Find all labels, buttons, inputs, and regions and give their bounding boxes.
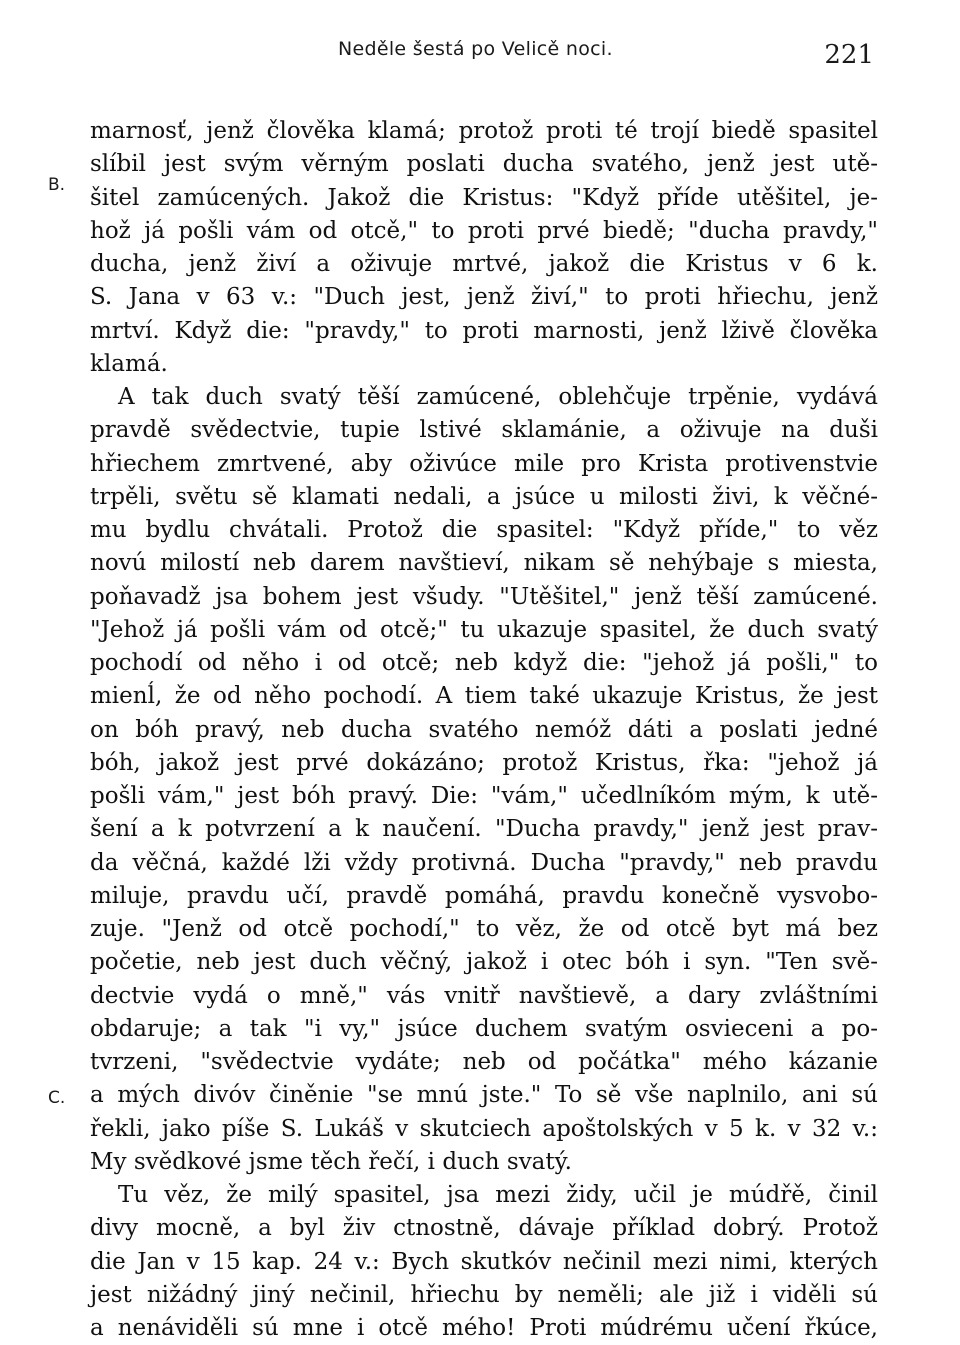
text-line: "Jehož já pošli vám od otcě;" tu ukazuje spasitel, že duch svatý (90, 616, 878, 643)
text-line: dectvie vydá o mně," vás vnitř navštievě, a dary zvláštními (90, 982, 878, 1009)
text-line: hřiechem zmrtvené, aby oživúce mile pro Krista protivenstvie (90, 450, 878, 477)
text-line: mienĺ, že od něho pochodí. A tiem také ukazuje Kristus, že jest (90, 683, 878, 710)
text-line: šení a k potvrzení a k naučení. "Ducha pravdy," jenž jest prav- (90, 816, 878, 843)
text-line: šitel zamúcených. Jakož die Kristus: "Když příde utěšitel, je- (90, 184, 878, 211)
text-line: a nenáviděli sú mne i otcě mého! Proti múdrému učení řkúce, (90, 1315, 878, 1341)
margin-marker-b: B. (48, 175, 66, 195)
text-line: řekli, jako píše S. Lukáš v skutciech apoštolských v 5 k. v 32 v.: (90, 1115, 878, 1142)
text-line: on bóh pravý, neb ducha svatého nemóž dáti a poslati jedné (90, 716, 878, 743)
text-line: da věčná, každé lži vždy protivná. Ducha "pravdy," neb pravdu (90, 849, 878, 876)
text-line: poňavadž jsa bohem jest všudy. "Utěšitel," jenž těší zamúcené. (90, 583, 878, 610)
text-line: a mých divóv činěnie "se mnú jste." To sě vše naplnilo, ani sú (90, 1082, 878, 1109)
text-line: novú milostí neb darem navštieví, nikam sě nehýbaje s miesta, (90, 550, 878, 577)
text-line: pravdě svědectvie, tupie lstivé sklamánie, a oživuje na duši (90, 417, 878, 444)
text-line: A tak duch svatý těší zamúcené, oblehčuje trpěnie, vydává (118, 384, 878, 410)
text-line: tvrzeni, "svědectvie vydáte; neb od počátka" mého kázanie (90, 1049, 878, 1075)
text-line: ducha, jenž živí a oživuje mrtvé, jakož die Kristus v 6 k. (90, 251, 878, 277)
text-line: hož já pošli vám od otcě," to proti prvé biedě; "ducha pravdy," (90, 217, 878, 244)
page-number: 221 (824, 40, 874, 70)
text-line: Tu věz, že milý spasitel, jsa mezi židy, učil je múdřě, činil (118, 1182, 878, 1208)
text-line: miluje, pravdu učí, pravdě pomáhá, pravdu konečně vysvobo- (90, 882, 878, 909)
body-text (90, 115, 878, 1345)
text-line: jest nižádný jiný nečinil, hřiechu by neměli; ale již i viděli sú (90, 1281, 878, 1308)
text-line: pochodí od něho i od otcě; neb když die: "jehož já pošli," to (90, 650, 878, 676)
text-line: mrtví. Když die: "pravdy," to proti marnosti, jenž lživě člověka (90, 317, 878, 344)
text-line: trpěli, světu sě klamati nedali, a jsúce u milosti živi, k věčné- (90, 483, 878, 510)
running-title: Neděle šestá po Velicě noci. (338, 38, 613, 60)
text-line: mu bydlu chvátali. Protož die spasitel: "Když příde," to věz (90, 517, 878, 543)
text-line: slíbil jest svým věrným poslati ducha svatého, jenž jest utě- (90, 151, 878, 178)
text-line: My svědkové jsme těch řečí, i duch svatý. (90, 1148, 572, 1175)
text-line: zuje. "Jenž od otcě pochodí," to věz, že od otcě byt má bez (90, 916, 878, 942)
text-line: S. Jana v 63 v.: "Duch jest, jenž živí," to proti hřiechu, jenž (90, 284, 878, 311)
text-line: obdaruje; a tak "i vy," jsúce duchem svatým osvieceni a po- (90, 1015, 878, 1042)
text-line: klamá. (90, 350, 168, 377)
margin-marker-c: C. (48, 1088, 66, 1108)
text-line: pošli vám," jest bóh pravý. Die: "vám," učedlníkóm mým, k utě- (90, 783, 878, 809)
text-line: početie, neb jest duch věčný, jakož i otec bóh i syn. "Ten svě- (90, 949, 878, 976)
text-line: marnosť, jenž člověka klamá; protož proti té trojí biedě spasitel (90, 118, 878, 144)
text-line: divy mocně, a byl živ ctnostně, dávaje příklad dobrý. Protož (90, 1215, 878, 1242)
text-line: die Jan v 15 kap. 24 v.: Bych skutkóv nečinil mezi nimi, kterých (90, 1248, 878, 1275)
text-line: bóh, jakož jest prvé dokázáno; protož Kristus, řka: "jehož já (90, 749, 878, 776)
